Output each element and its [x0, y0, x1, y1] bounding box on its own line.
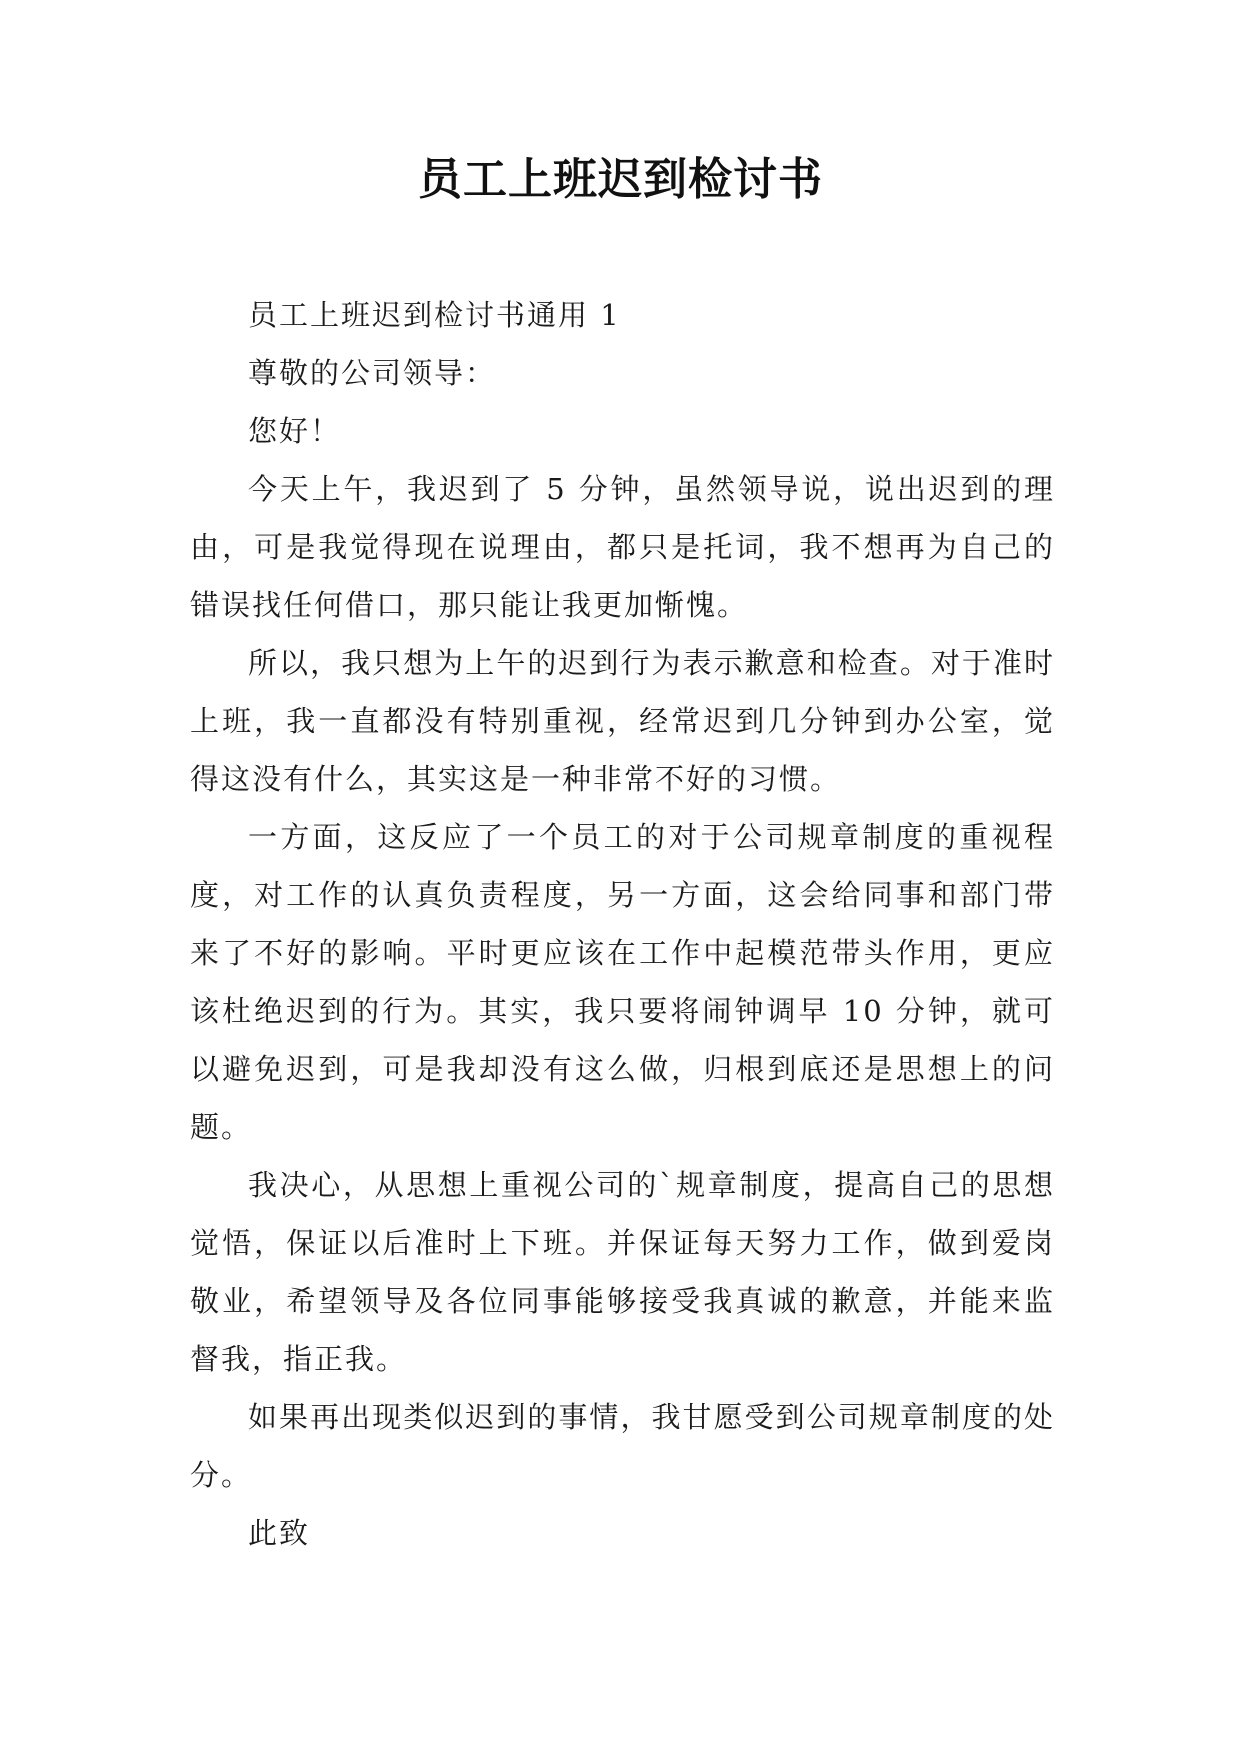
paragraph-subtitle: 员工上班迟到检讨书通用 1: [248, 298, 621, 332]
paragraph-salutation: 尊敬的公司领导：: [248, 356, 497, 390]
paragraph-body-5: 如果再出现类似迟到的事情，我甘愿受到公司规章制度的处分。: [190, 1400, 1055, 1492]
paragraph-body-2: 所以，我只想为上午的迟到行为表示歉意和检查。对于准时上班，我一直都没有特别重视，经常迟到几分钟到办公室，觉得这没有什么，其实这是一种非常不好的习惯。: [190, 646, 1055, 796]
paragraph-body-4: 我决心，从思想上重视公司的`规章制度，提高自己的思想觉悟，保证以后准时上下班。并保证每天努力工作，做到爱岗敬业，希望领导及各位同事能够接受我真诚的歉意，并能来监督我，指正我。: [190, 1168, 1055, 1376]
paragraph-body-1: 今天上午，我迟到了 5 分钟，虽然领导说，说出迟到的理由，可是我觉得现在说理由，都只是托词，我不想再为自己的错误找任何借口，那只能让我更加惭愧。: [190, 472, 1055, 622]
document-body: [190, 286, 1055, 1562]
paragraph-closing: 此致: [248, 1516, 311, 1550]
document-title: 员工上班迟到检讨书: [418, 154, 823, 205]
paragraph-body-3: 一方面，这反应了一个员工的对于公司规章制度的重视程度，对工作的认真负责程度，另一方面，这会给同事和部门带来了不好的影响。平时更应该在工作中起模范带头作用，更应该杜绝迟到的行为。其实，我只要将闹钟调早 10 分钟，就可以避免迟到，可是我却没有这么做，归根到底还是思想上的问题。: [190, 820, 1055, 1144]
paragraph-greeting: 您好！: [248, 414, 342, 448]
